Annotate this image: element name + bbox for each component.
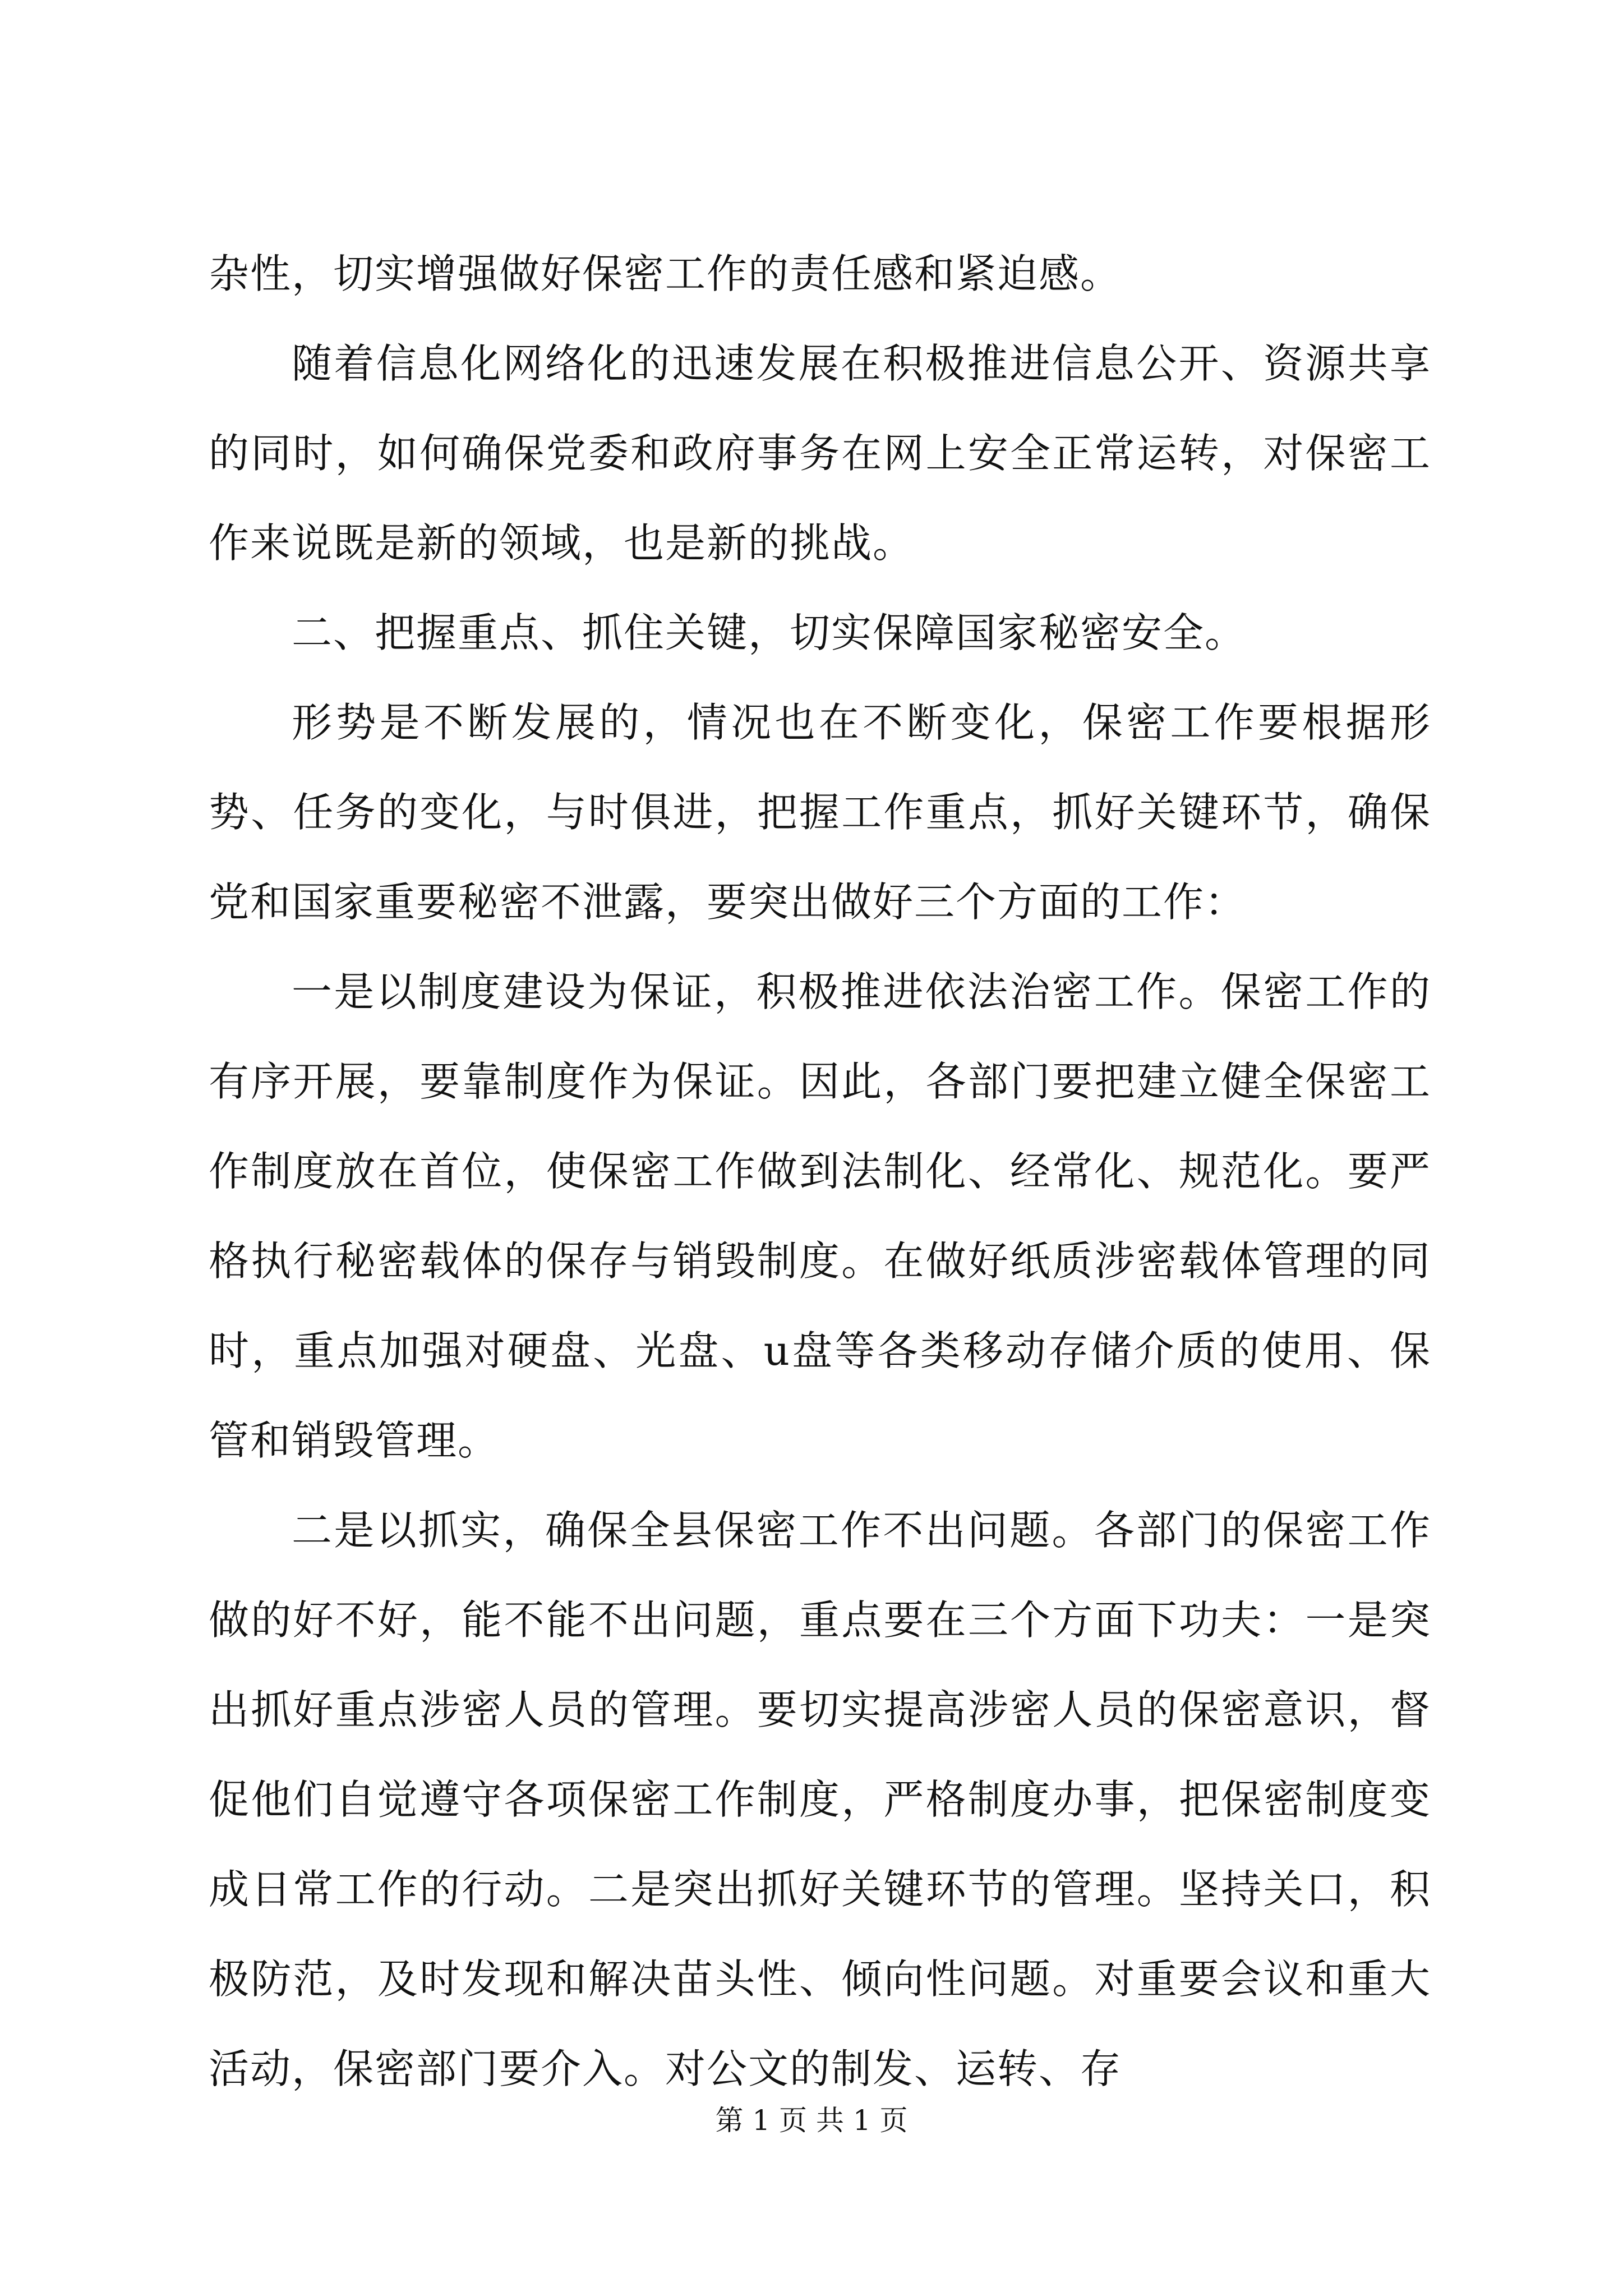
- document-body: [209, 229, 1431, 2114]
- paragraph-3-heading: 二、把握重点、抓住关键，切实保障国家秘密安全。: [292, 609, 1247, 656]
- paragraph-2: 随着信息化网络化的迅速发展在积极推进信息公开、资源共享的同时，如何确保党委和政府事务在网上安全正常运转，对保密工作来说既是新的领域，也是新的挑战。: [209, 340, 1431, 567]
- paragraph-5: 一是以制度建设为保证，积极推进依法治密工作。保密工作的有序开展，要靠制度作为保证。因此，各部门要把建立健全保密工作制度放在首位，使保密工作做到法制化、经常化、规范化。要严格执行秘密载体的保存与销毁制度。在做好纸质涉密载体管理的同时，重点加强对硬盘、光盘、u盘等各类移动存储介质的使用、保管和销毁管理。: [209, 968, 1431, 1464]
- paragraph-1: 杂性，切实增强做好保密工作的责任感和紧迫感。: [209, 250, 1122, 297]
- page-footer: 第 1 页 共 1 页: [715, 2104, 908, 2137]
- paragraph-6: 二是以抓实，确保全县保密工作不出问题。各部门的保密工作做的好不好，能不能不出问题，重点要在三个方面下功夫：一是突出抓好重点涉密人员的管理。要切实提高涉密人员的保密意识，督促他们自觉遵守各项保密工作制度，严格制度办事，把保密制度变成日常工作的行动。二是突出抓好关键环节的管理。坚持关口，积极防范，及时发现和解决苗头性、倾向性问题。对重要会议和重大活动，保密部门要介入。对公文的制发、运转、存: [209, 1507, 1431, 2092]
- paragraph-4: 形势是不断发展的，情况也在不断变化，保密工作要根据形势、任务的变化，与时俱进，把握工作重点，抓好关键环节，确保党和国家重要秘密不泄露，要突出做好三个方面的工作：: [209, 699, 1431, 926]
